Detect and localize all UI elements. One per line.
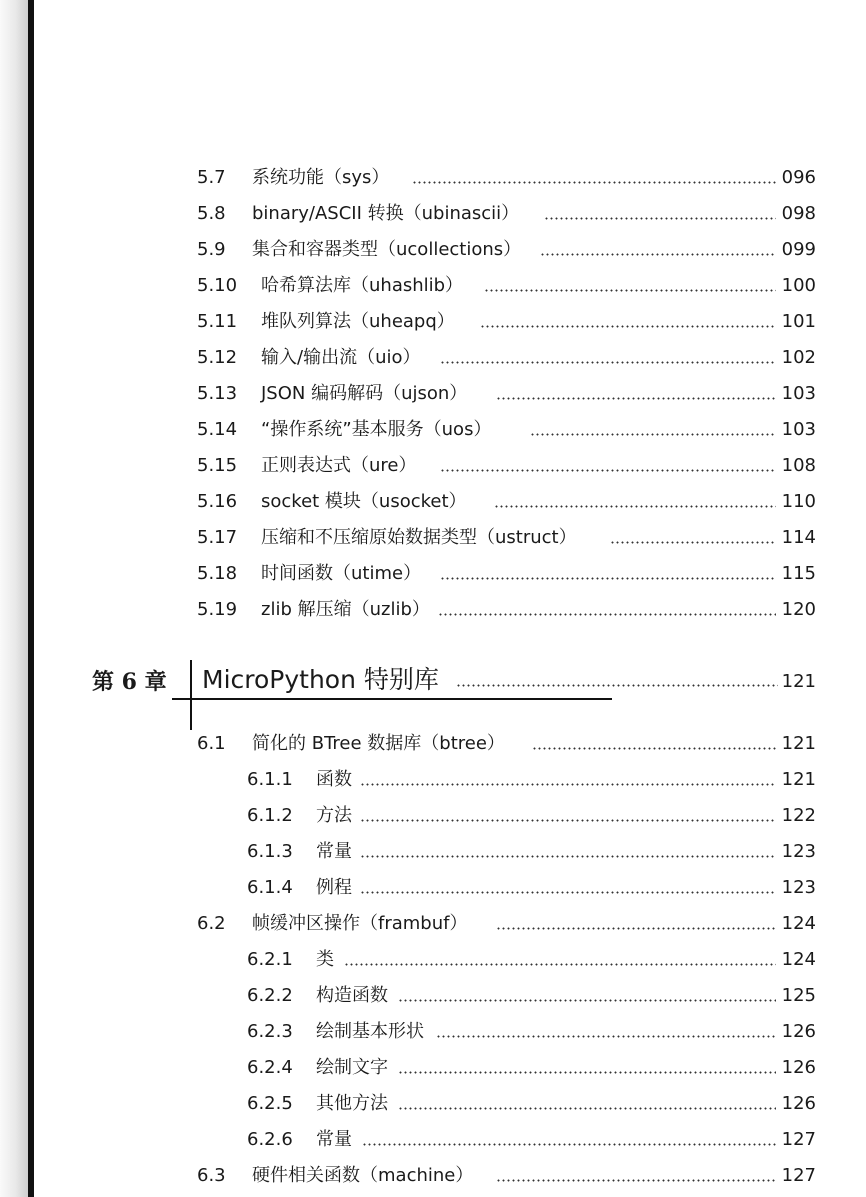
entry-page: 103 (781, 383, 816, 404)
entry-title: binary/ASCII 转换（ubinascii） (252, 203, 520, 224)
entry-number: 5.17 (197, 527, 238, 548)
toc-entry[interactable] (0, 487, 866, 517)
entry-page: 121 (781, 769, 816, 790)
entry-page: 120 (781, 599, 816, 620)
entry-number: 6.2.2 (247, 985, 293, 1006)
entry-page: 123 (781, 877, 816, 898)
entry-page: 103 (781, 419, 816, 440)
entry-number: 6.1.4 (247, 877, 293, 898)
entry-page: 122 (781, 805, 816, 826)
dot-leader (398, 999, 776, 1002)
entry-title: JSON 编码解码（ujson） (261, 383, 468, 404)
dot-leader (440, 469, 776, 472)
entry-page: 121 (781, 733, 816, 754)
dot-leader (440, 361, 776, 364)
toc-entry[interactable] (0, 235, 866, 265)
entry-title: zlib 解压缩（uzlib） (261, 599, 430, 620)
dot-leader (436, 1035, 776, 1038)
entry-page: 096 (781, 167, 816, 188)
entry-number: 5.19 (197, 599, 238, 620)
toc-entry[interactable] (0, 945, 866, 975)
entry-number: 5.15 (197, 455, 238, 476)
entry-title: 构造函数 (316, 985, 388, 1006)
toc-entry[interactable] (0, 451, 866, 481)
dot-leader (360, 819, 776, 822)
entry-number: 6.2.1 (247, 949, 293, 970)
entry-number: 5.16 (197, 491, 238, 512)
dot-leader (360, 891, 776, 894)
entry-number: 6.2.5 (247, 1093, 293, 1114)
toc-entry[interactable] (0, 1053, 866, 1083)
entry-title: 正则表达式（ure） (261, 455, 417, 476)
chapter-title: MicroPython 特别库 (202, 665, 439, 694)
entry-page: 100 (781, 275, 816, 296)
toc-entry[interactable] (0, 765, 866, 795)
entry-title: 简化的 BTree 数据库（btree） (252, 733, 505, 754)
dot-leader (484, 289, 776, 292)
entry-title: 帧缓冲区操作（frambuf） (252, 913, 468, 934)
dot-leader (544, 217, 776, 220)
toc-entry[interactable] (0, 873, 866, 903)
entry-title: 输入/输出流（uio） (261, 347, 421, 368)
chapter-heading[interactable] (0, 660, 866, 706)
dot-leader (398, 1071, 776, 1074)
entry-title: 函数 (316, 769, 352, 790)
entry-number: 6.1.1 (247, 769, 293, 790)
entry-title: socket 模块（usocket） (261, 491, 467, 512)
dot-leader (456, 684, 778, 687)
entry-number: 5.9 (197, 239, 226, 260)
entry-title: 例程 (316, 877, 352, 898)
entry-number: 6.1.3 (247, 841, 293, 862)
entry-page: 127 (781, 1129, 816, 1150)
chapter-divider-horizontal (172, 698, 612, 700)
entry-page: 126 (781, 1093, 816, 1114)
entry-number: 5.8 (197, 203, 226, 224)
dot-leader (398, 1107, 776, 1110)
toc-entry[interactable] (0, 199, 866, 229)
entry-title: 其他方法 (316, 1093, 388, 1114)
dot-leader (440, 577, 776, 580)
entry-title: 哈希算法库（uhashlib） (261, 275, 464, 296)
dot-leader (496, 1179, 776, 1182)
entry-number: 6.1 (197, 733, 226, 754)
toc-entry[interactable] (0, 729, 866, 759)
entry-title: 方法 (316, 805, 352, 826)
toc-entry[interactable] (0, 981, 866, 1011)
entry-number: 5.10 (197, 275, 238, 296)
dot-leader (438, 613, 776, 616)
toc-entry[interactable] (0, 271, 866, 301)
dot-leader (494, 505, 776, 508)
entry-page: 126 (781, 1057, 816, 1078)
entry-title: 类 (316, 949, 334, 970)
entry-number: 5.18 (197, 563, 238, 584)
entry-title: 常量 (316, 841, 352, 862)
toc-entry[interactable] (0, 307, 866, 337)
toc-entry[interactable] (0, 1161, 866, 1191)
chapter-divider-vertical (190, 660, 192, 730)
entry-page: 108 (781, 455, 816, 476)
entry-number: 6.2 (197, 913, 226, 934)
entry-title: 绘制文字 (316, 1057, 388, 1078)
entry-page: 123 (781, 841, 816, 862)
toc-entry[interactable] (0, 837, 866, 867)
entry-number: 6.2.3 (247, 1021, 293, 1042)
toc-entry[interactable] (0, 163, 866, 193)
entry-page: 114 (781, 527, 816, 548)
toc-entry[interactable] (0, 801, 866, 831)
entry-title: 集合和容器类型（ucollections） (252, 239, 522, 260)
toc-entry[interactable] (0, 523, 866, 553)
entry-number: 5.11 (197, 311, 238, 332)
entry-page: 098 (781, 203, 816, 224)
chapter-page: 121 (781, 671, 816, 692)
toc-entry[interactable] (0, 1089, 866, 1119)
entry-page: 101 (781, 311, 816, 332)
entry-number: 6.3 (197, 1165, 226, 1186)
entry-page: 110 (781, 491, 816, 512)
entry-title: 堆队列算法（uheapq） (261, 311, 455, 332)
entry-number: 5.13 (197, 383, 238, 404)
entry-page: 127 (781, 1165, 816, 1186)
entry-page: 125 (781, 985, 816, 1006)
entry-page: 115 (781, 563, 816, 584)
entry-number: 5.7 (197, 167, 226, 188)
entry-title: 绘制基本形状 (316, 1021, 424, 1042)
entry-title: 压缩和不压缩原始数据类型（ustruct） (261, 527, 577, 548)
entry-number: 6.1.2 (247, 805, 293, 826)
entry-page: 124 (781, 913, 816, 934)
dot-leader (362, 1143, 776, 1146)
dot-leader (496, 397, 776, 400)
entry-title: 常量 (316, 1129, 352, 1150)
chapter-label: 第 6 章 (92, 669, 167, 695)
dot-leader (530, 433, 776, 436)
dot-leader (480, 325, 776, 328)
dot-leader (540, 253, 776, 256)
toc-entry[interactable] (0, 909, 866, 939)
entry-number: 5.14 (197, 419, 238, 440)
dot-leader (344, 963, 776, 966)
dot-leader (360, 855, 776, 858)
toc-entry[interactable] (0, 379, 866, 409)
entry-title: 系统功能（sys） (252, 167, 390, 188)
toc-entry[interactable] (0, 1017, 866, 1047)
entry-title: 时间函数（utime） (261, 563, 422, 584)
toc-entry[interactable] (0, 343, 866, 373)
entry-title: “操作系统”基本服务（uos） (261, 419, 492, 440)
dot-leader (360, 783, 776, 786)
entry-page: 099 (781, 239, 816, 260)
entry-number: 6.2.4 (247, 1057, 293, 1078)
entry-page: 102 (781, 347, 816, 368)
toc-entry[interactable] (0, 559, 866, 589)
entry-page: 124 (781, 949, 816, 970)
entry-number: 5.12 (197, 347, 238, 368)
dot-leader (532, 747, 776, 750)
toc-entry[interactable] (0, 1125, 866, 1155)
toc-entry[interactable] (0, 595, 866, 625)
dot-leader (412, 181, 776, 184)
toc-entry[interactable] (0, 415, 866, 445)
entry-page: 126 (781, 1021, 816, 1042)
dot-leader (610, 541, 776, 544)
entry-title: 硬件相关函数（machine） (252, 1165, 474, 1186)
dot-leader (496, 927, 776, 930)
entry-number: 6.2.6 (247, 1129, 293, 1150)
